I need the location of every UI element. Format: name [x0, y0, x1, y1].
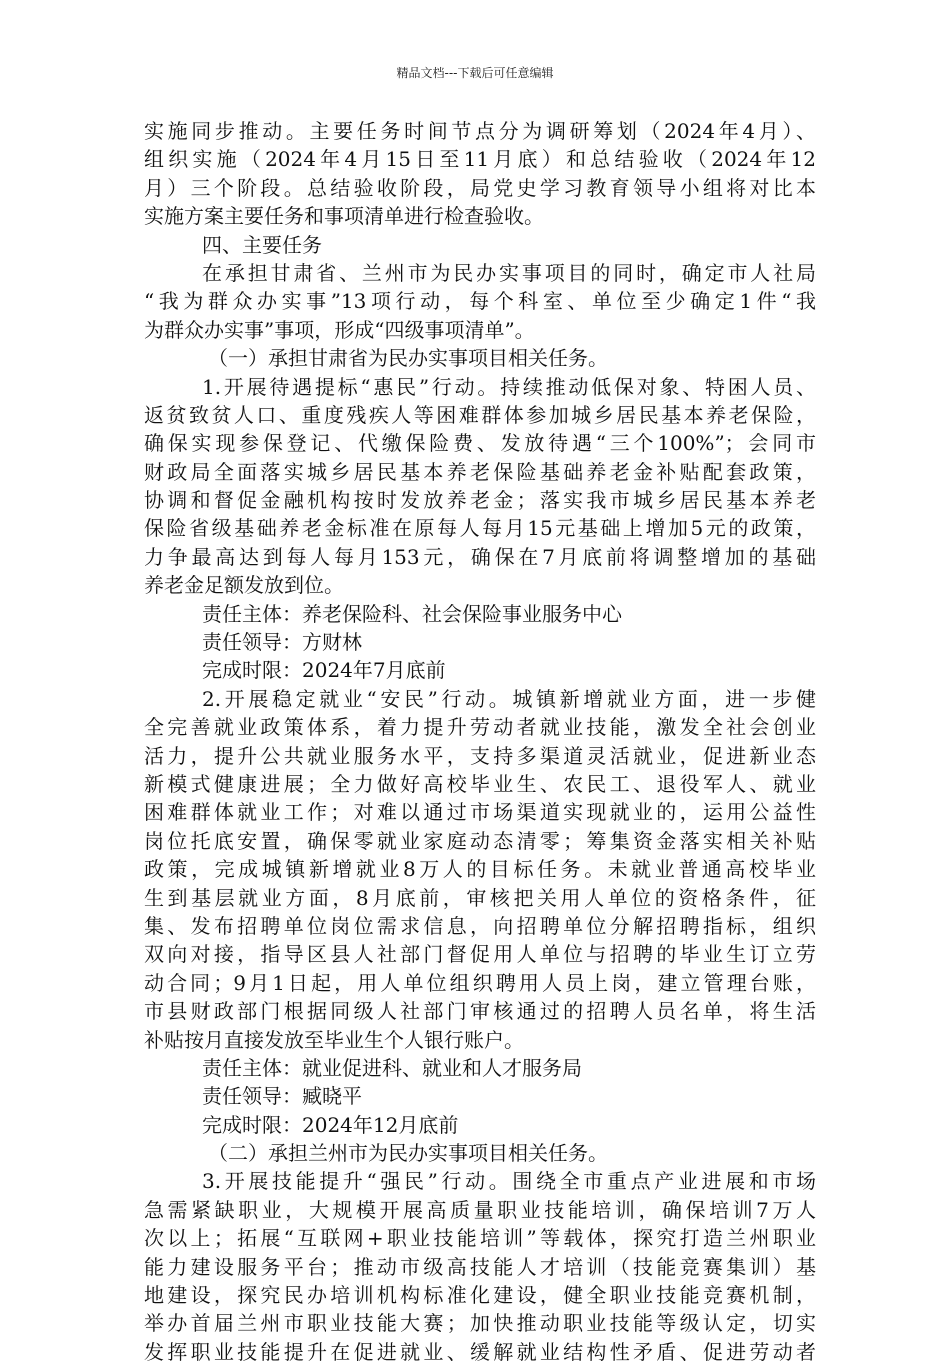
document-body [144, 117, 816, 1366]
text-line: 地建设，探究民办培训机构标准化建设，健全职业技能竞赛机制， [144, 1283, 816, 1308]
text-line: 月）三个阶段。总结验收阶段，局党史学习教育领导小组将对比本 [144, 175, 816, 200]
text-line: 能力建设服务平台；推动市级高技能人才培训（技能竞赛集训）基 [144, 1254, 816, 1279]
text-line: 补贴按月直接发放至毕业生个人银行账户。 [144, 1027, 524, 1052]
text-line: 责任领导：方财林 [202, 630, 362, 655]
text-line: 责任主体：就业促进科、就业和人才服务局 [202, 1055, 582, 1080]
text-line: 确保实现参保登记、代缴保险费、发放待遇“三个100%”；会同市 [144, 431, 816, 456]
text-line: 完成时限：2024年7月底前 [202, 658, 446, 683]
text-line: 新模式健康进展；全力做好高校毕业生、农民工、退役军人、就业 [144, 771, 816, 796]
text-line: 次以上；拓展“互联网+职业技能培训”等载体，探究打造兰州职业 [144, 1226, 816, 1251]
text-line: 1.开展待遇提标“惠民”行动。持续推动低保对象、特困人员、 [202, 374, 816, 399]
text-line: 完成时限：2024年12月底前 [202, 1112, 459, 1137]
text-line: 急需紧缺职业，大规模开展高质量职业技能培训，确保培训7万人 [144, 1197, 816, 1222]
text-line: “我为群众办实事”13项行动，每个科室、单位至少确定1件“我 [144, 289, 816, 314]
text-line: 力争最高达到每人每月153元，确保在7月底前将调整增加的基础 [144, 544, 816, 569]
text-line: 发挥职业技能提升在促进就业、缓解就业结构性矛盾、促进劳动者 [144, 1339, 816, 1364]
text-line: 保险省级基础养老金标准在原每人每月15元基础上增加5元的政策， [144, 516, 816, 541]
text-line: （二）承担兰州市为民办实事项目相关任务。 [208, 1141, 608, 1166]
text-line: 举办首届兰州市职业技能大赛；加快推动职业技能等级认定，切实 [144, 1311, 816, 1336]
text-line: 为群众办实事”事项，形成“四级事项清单”。 [144, 317, 535, 342]
text-line: 2.开展稳定就业“安民”行动。城镇新增就业方面，进一步健 [202, 686, 816, 711]
text-line: 岗位托底安置，确保零就业家庭动态清零；筹集资金落实相关补贴 [144, 828, 816, 853]
text-line: 实施方案主要任务和事项清单进行检查验收。 [144, 204, 544, 229]
text-line: 实施同步推动。主要任务时间节点分为调研筹划（2024年4月）、 [144, 119, 816, 143]
text-line: 养老金足额发放到位。 [144, 573, 344, 598]
text-line: （一）承担甘肃省为民办实事项目相关任务。 [208, 346, 608, 371]
text-line: 四、主要任务 [202, 232, 322, 257]
text-line: 全完善就业政策体系，着力提升劳动者就业技能，激发全社会创业 [144, 715, 816, 740]
text-line: 责任主体：养老保险科、社会保险事业服务中心 [202, 601, 622, 626]
text-line: 财政局全面落实城乡居民基本养老保险基础养老金补贴配套政策， [144, 459, 816, 484]
text-line: 双向对接，指导区县人社部门督促用人单位与招聘的毕业生订立劳 [144, 942, 816, 967]
text-line: 活力，提升公共就业服务水平，支持多渠道灵活就业，促进新业态 [144, 743, 816, 768]
text-line: 责任领导：臧晓平 [202, 1084, 362, 1109]
text-line: 生到基层就业方面，8月底前，审核把关用人单位的资格条件，征 [144, 885, 816, 910]
text-line: 困难群体就业工作；对难以通过市场渠道实现就业的，运用公益性 [144, 800, 816, 825]
text-line: 3.开展技能提升“强民”行动。围绕全市重点产业进展和市场 [202, 1169, 816, 1194]
text-line: 市县财政部门根据同级人社部门审核通过的招聘人员名单，将生活 [144, 999, 816, 1024]
text-line: 组织实施（2024年4月15日至11月底）和总结验收（2024年12 [144, 147, 816, 172]
text-line: 在承担甘肃省、兰州市为民办实事项目的同时，确定市人社局 [202, 260, 816, 285]
text-line: 政策，完成城镇新增就业8万人的目标任务。未就业普通高校毕业 [144, 857, 816, 882]
text-line: 返贫致贫人口、重度残疾人等困难群体参加城乡居民基本养老保险， [144, 402, 816, 427]
text-line: 动合同；9月1日起，用人单位组织聘用人员上岗，建立管理台账， [144, 970, 816, 995]
text-line: 协调和督促金融机构按时发放养老金；落实我市城乡居民基本养老 [144, 488, 816, 513]
text-line: 集、发布招聘单位岗位需求信息，向招聘单位分解招聘指标，组织 [144, 913, 816, 938]
page-header: 精品文档---下载后可任意编辑 [396, 66, 554, 80]
